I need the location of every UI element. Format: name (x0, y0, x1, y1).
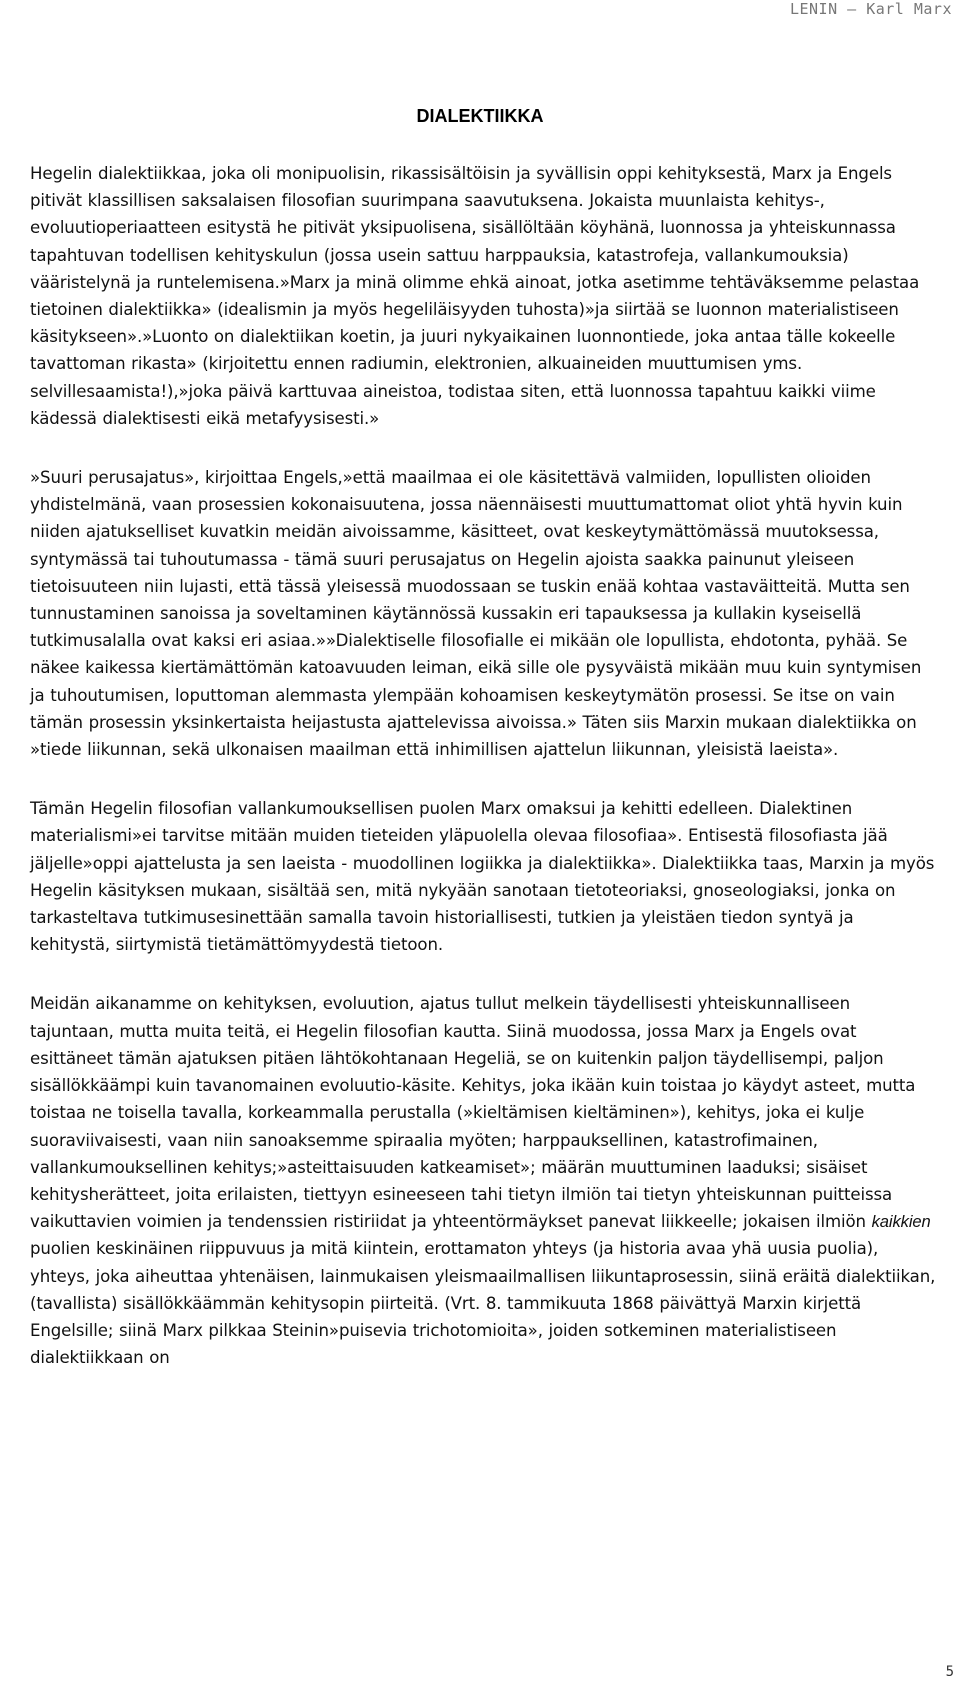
paragraph-4-emphasis: kaikkien (871, 1212, 931, 1232)
page-number: 5 (945, 1664, 954, 1680)
paragraph-4-text-before: Meidän aikanamme on kehityksen, evoluution, ajatus tullut melkein täydellisesti yhteiskunnalliseen tajuntaan, mutta muita teitä, ei Hegelin filosofian kautta. Siinä muodossa, jossa Marx ja Engels ovat esittäneet tämän ajatuksen pitäen lähtökohtanaan Hegeliä, se on kuitenkin paljon täydellisempi, paljon sisällökkäämpi kuin tavanomainen evoluutio-käsite. Kehitys, joka ikään kuin toistaa jo käydyt asteet, mutta toistaa ne toisella tavalla, korkeammalla perustalla (»kieltämisen kieltäminen»), kehitys, joka ei kulje suoraviivaisesti, vaan niin sanoaksemme spiraalia myöten; harppauksellinen, katastrofimainen, vallankumouksellinen kehitys;»asteittaisuuden katkeamiset»; määrän muuttuminen laaduksi; sisäiset kehitysherätteet, joita erilaisten, tiettyyn esineeseen tahi tietyn ilmiön tai tietyn yhteiskunnan puitteissa vaikuttavien voimien ja tendenssien ristiriidat ja yhteentörmäykset panevat liikkeelle; jokaisen ilmiön (30, 994, 916, 1232)
paragraph-4 (30, 990, 938, 1371)
body-text (30, 160, 938, 1403)
page-title: DIALEKTIIKKA (416, 106, 544, 126)
paragraph-3: Tämän Hegelin filosofian vallankumouksellisen puolen Marx omaksui ja kehitti edelleen. Dialektinen materialismi»ei tarvitse mitään muiden tieteiden yläpuolella olevaa filosofiaa». Entisestä filosofiasta jää jäljelle»oppi ajattelusta ja sen laeista - muodollinen logiikka ja dialektiikka». Dialektiikka taas, Marxin ja myös Hegelin käsityksen mukaan, sisältää sen, mitä nykyään sanotaan tietoteoriaksi, gnoseologiaksi, jonka on tarkasteltava tutkimusesinettään samalla tavoin historiallisesti, tutkien ja yleistäen tiedon syntyä ja kehitystä, siirtymistä tietämättömyydestä tietoon. (30, 799, 935, 955)
paragraph-2: »Suuri perusajatus», kirjoittaa Engels,»että maailmaa ei ole käsitettävä valmiiden, lopullisten olioiden yhdistelmänä, vaan prosessien kokonaisuutena, jossa näennäisesti muuttumattomat oliot yhtä hyvin kuin niiden ajatukselliset kuvatkin meidän aivoissamme, käsitteet, ovat keskeytymättömässä muutoksessa, syntymässä tai tuhoutumassa - tämä suuri perusajatus on Hegelin ajoista saakka painunut yleiseen tietoisuuteen niin lujasti, että tässä yleisessä muodossaan se tuskin enää kohtaa vastaväitteitä. Mutta sen tunnustaminen sanoissa ja soveltaminen käytännössä kussakin eri tapauksessa ja kullakin kyseisellä tutkimusalalla ovat kaksi eri asiaa.»»Dialektiselle filosofialle ei mikään ole lopullista, ehdotonta, pyhää. Se näkee kaikessa kiertämättömän katoavuuden leiman, eikä sille ole pysyväistä mikään muu kuin syntymisen ja tuhoutumisen, loputtoman alemmasta ylempään kohoamisen keskeytymätön prosessi. Se itse on vain tämän prosessin yksinkertaista heijastusta ajattelevissa aivoissa.» Täten siis Marxin mukaan dialektiikka on »tiede liikunnan, sekä ulkonaisen maailman että inhimillisen ajattelun liikunnan, yleisistä laeista». (30, 468, 922, 760)
running-header: LENIN – Karl Marx (789, 0, 952, 18)
paragraph-4-text-after: puolien keskinäinen riippuvuus ja mitä kiintein, erottamaton yhteys (ja historia avaa yhä uusia puolia), yhteys, joka aiheuttaa yhtenäisen, lainmukaisen yleismaailmallisen liikuntaprosessin, siinä eräitä dialektiikan, (tavallista) sisällökkäämmän kehitysopin piirteitä. (Vrt. 8. tammikuuta 1868 päivättyä Marxin kirjettä Engelsille; siinä Marx pilkkaa Steinin»puisevia trichotomioita», joiden sotkeminen materialistiseen dialektiikkaan on (30, 1239, 936, 1368)
paragraph-1: Hegelin dialektiikkaa, joka oli monipuolisin, rikassisältöisin ja syvällisin oppi kehityksestä, Marx ja Engels pitivät klassillisen saksalaisen filosofian suurimpana saavutuksena. Jokaista muunlaista kehitys-, evoluutioperiaatteen esitystä he pitivät yksipuolisena, sisällöltään köyhänä, luonnossa ja yhteiskunnassa tapahtuvan todellisen kehityskulun (jossa usein sattuu harppauksia, katastrofeja, vallankumouksia) vääristelynä ja runtelemisena.»Marx ja minä olimme ehkä ainoat, jotka asetimme tehtäväksemme pelastaa tietoinen dialektiikka» (idealismin ja myös hegeliläisyyden tuhosta)»ja siirtää se luonnon materialistiseen käsitykseen».»Luonto on dialektiikan koetin, ja juuri nykyaikainen luonnontiede, joka antaa tälle kokeelle tavattoman rikasta» (kirjoitettu ennen radiumin, elektronien, alkuaineiden muuttumisen yms. selvillesaamista!),»joka päivä karttuvaa aineistoa, todistaa siten, että luonnossa tapahtuu kaikki viime kädessä dialektisesti eikä metafyysisesti.» (30, 164, 920, 428)
